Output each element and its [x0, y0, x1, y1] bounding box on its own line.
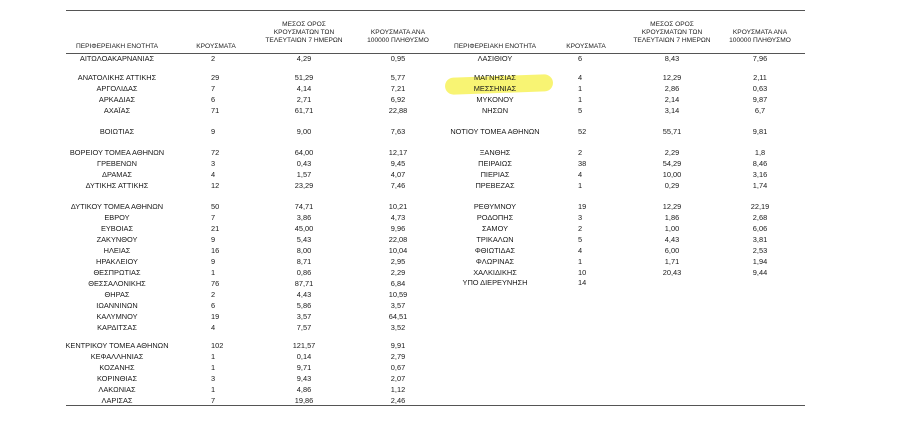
left-row-name-cell: ΗΡΑΚΛΕΙΟΥ: [96, 257, 138, 266]
left-row-name-cell: ΑΡΓΟΛΙΔΑΣ: [96, 84, 138, 93]
left-row-cases-cell: 7: [211, 396, 216, 405]
left-row-cases-cell: 6: [211, 301, 216, 310]
right-row-name-cell: ΜΥΚΟΝΟΥ: [476, 95, 514, 104]
right-row-avg-cell: 2,29: [664, 148, 680, 157]
left-row-per-cell: 10,59: [388, 290, 408, 299]
left-row-name-cell: ΛΑΡΙΣΑΣ: [101, 396, 133, 405]
right-row-name-cell: ΜΑΓΝΗΣΙΑΣ: [474, 73, 516, 82]
header-region-right: ΠΕΡΙΦΕΡΕΙΑΚΗ ΕΝΟΤΗΤΑ: [453, 43, 537, 50]
left-row-avg-cell: 0,43: [296, 159, 312, 168]
left-row-cases-cell: 1: [211, 363, 216, 372]
left-row-avg-cell: 4,43: [296, 290, 312, 299]
right-row-name-cell: ΡΟΔΟΠΗΣ: [476, 213, 514, 222]
header-per-left: ΚΡΟΥΣΜΑΤΑ ΑΝΑ 100000 ΠΛΗΘΥΣΜΟ: [367, 29, 429, 44]
right-row-avg-cell: 12,29: [662, 73, 682, 82]
right-row-per-cell: 1,8: [754, 148, 766, 157]
left-row-name-cell: ΖΑΚΥΝΘΟΥ: [96, 235, 138, 244]
left-row-name-cell: ΛΑΚΩΝΙΑΣ: [98, 385, 136, 394]
left-row-cases-cell: 21: [211, 224, 220, 233]
right-row-name-cell: ΣΑΜΟΥ: [481, 224, 509, 233]
left-row-avg-cell: 0,86: [296, 268, 312, 277]
left-row-cases-cell: 2: [211, 290, 216, 299]
left-row-per-cell: 2,29: [390, 268, 406, 277]
left-row-name-cell: ΑΡΚΑΔΙΑΣ: [98, 95, 136, 104]
left-row-avg-cell: 45,00: [294, 224, 314, 233]
right-row-cases-cell: 52: [578, 127, 587, 136]
left-row-name-cell: ΙΩΑΝΝΙΝΩΝ: [96, 301, 138, 310]
right-row-name-cell: ΧΑΛΚΙΔΙΚΗΣ: [473, 268, 517, 277]
left-row-cases-cell: 9: [211, 235, 216, 244]
left-row-avg-cell: 3,57: [296, 312, 312, 321]
left-row-cases-cell: 4: [211, 323, 216, 332]
right-row-per-cell: 3,81: [752, 235, 768, 244]
left-row-avg-cell: 64,00: [294, 148, 314, 157]
right-row-cases-cell: 2: [578, 148, 583, 157]
left-row-name-cell: ΒΟΡΕΙΟΥ ΤΟΜΕΑ ΑΘΗΝΩΝ: [69, 148, 165, 157]
right-row-cases-cell: 2: [578, 224, 583, 233]
right-row-cases-cell: 5: [578, 235, 583, 244]
left-row-per-cell: 7,46: [390, 181, 406, 190]
right-row-cases-cell: 38: [578, 159, 587, 168]
left-row-per-cell: 2,46: [390, 396, 406, 405]
left-row-cases-cell: 1: [211, 268, 216, 277]
left-row-per-cell: 3,57: [390, 301, 406, 310]
left-row-cases-cell: 7: [211, 213, 216, 222]
left-row-name-cell: ΒΟΙΩΤΙΑΣ: [99, 127, 135, 136]
right-row-name-cell: ΥΠΟ ΔΙΕΡΕΥΝΗΣΗ: [462, 278, 528, 287]
left-row-name-cell: ΚΑΡΔΙΤΣΑΣ: [97, 323, 137, 332]
left-row-per-cell: 64,51: [388, 312, 408, 321]
left-row-avg-cell: 9,71: [296, 363, 312, 372]
right-row-cases-cell: 19: [578, 202, 587, 211]
right-row-name-cell: ΦΘΙΩΤΙΔΑΣ: [474, 246, 516, 255]
left-row-per-cell: 6,84: [390, 279, 406, 288]
left-row-name-cell: ΚΑΛΥΜΝΟΥ: [96, 312, 138, 321]
left-row-per-cell: 2,79: [390, 352, 406, 361]
header-cases-left: ΚΡΟΥΣΜΑΤΑ: [196, 43, 236, 50]
right-row-per-cell: 7,96: [752, 54, 768, 63]
left-row-per-cell: 22,08: [388, 235, 408, 244]
left-row-cases-cell: 1: [211, 385, 216, 394]
left-row-avg-cell: 7,57: [296, 323, 312, 332]
right-row-per-cell: 0,63: [752, 84, 768, 93]
left-row-avg-cell: 3,86: [296, 213, 312, 222]
right-row-name-cell: ΠΡΕΒΕΖΑΣ: [475, 181, 515, 190]
left-row-cases-cell: 9: [211, 127, 216, 136]
right-row-avg-cell: 20,43: [662, 268, 682, 277]
right-row-name-cell: ΤΡΙΚΑΛΩΝ: [476, 235, 514, 244]
left-row-cases-cell: 72: [211, 148, 220, 157]
right-row-name-cell: ΡΕΘΥΜΝΟΥ: [473, 202, 517, 211]
left-row-avg-cell: 8,00: [296, 246, 312, 255]
left-row-cases-cell: 102: [211, 341, 224, 350]
left-row-cases-cell: 3: [211, 374, 216, 383]
right-row-per-cell: 2,53: [752, 246, 768, 255]
right-row-cases-cell: 1: [578, 95, 583, 104]
left-row-cases-cell: 3: [211, 159, 216, 168]
right-row-avg-cell: 1,86: [664, 213, 680, 222]
right-row-per-cell: 9,44: [752, 268, 768, 277]
right-row-avg-cell: 6,00: [664, 246, 680, 255]
left-row-avg-cell: 0,14: [296, 352, 312, 361]
top-rule: [66, 10, 805, 11]
left-row-avg-cell: 4,29: [296, 54, 312, 63]
left-row-avg-cell: 4,86: [296, 385, 312, 394]
left-row-avg-cell: 121,57: [292, 341, 316, 350]
left-row-avg-cell: 23,29: [294, 181, 314, 190]
right-row-name-cell: ΦΛΩΡΙΝΑΣ: [475, 257, 515, 266]
left-row-per-cell: 10,21: [388, 202, 408, 211]
right-row-cases-cell: 10: [578, 268, 587, 277]
left-row-cases-cell: 19: [211, 312, 220, 321]
right-row-per-cell: 1,74: [752, 181, 768, 190]
right-row-avg-cell: 54,29: [662, 159, 682, 168]
left-row-avg-cell: 1,57: [296, 170, 312, 179]
left-row-per-cell: 6,92: [390, 95, 406, 104]
left-row-name-cell: ΕΥΒΟΙΑΣ: [100, 224, 134, 233]
left-row-cases-cell: 7: [211, 84, 216, 93]
right-row-per-cell: 6,7: [754, 106, 766, 115]
left-row-per-cell: 4,07: [390, 170, 406, 179]
left-row-name-cell: ΘΕΣΣΑΛΟΝΙΚΗΣ: [88, 279, 146, 288]
left-row-avg-cell: 87,71: [294, 279, 314, 288]
right-row-avg-cell: 0,29: [664, 181, 680, 190]
right-row-cases-cell: 4: [578, 73, 583, 82]
left-row-cases-cell: 12: [211, 181, 220, 190]
right-row-avg-cell: 12,29: [662, 202, 682, 211]
right-row-per-cell: 2,11: [753, 73, 767, 82]
right-row-per-cell: 1,94: [752, 257, 768, 266]
header-avg-left: ΜΕΣΟΣ ΟΡΟΣ ΚΡΟΥΣΜΑΤΩΝ ΤΩΝ ΤΕΛΕΥΤΑΙΩΝ 7 ΗΜΕΡΩΝ: [265, 21, 343, 44]
left-row-name-cell: ΑΙΤΩΛΟΑΚΑΡΝΑΝΙΑΣ: [79, 54, 155, 63]
right-row-cases-cell: 4: [578, 246, 583, 255]
left-row-avg-cell: 4,14: [296, 84, 312, 93]
right-row-avg-cell: 1,00: [664, 224, 680, 233]
left-row-per-cell: 7,63: [390, 127, 406, 136]
left-row-per-cell: 4,73: [390, 213, 406, 222]
right-row-avg-cell: 2,14: [664, 95, 680, 104]
right-row-name-cell: ΞΑΝΘΗΣ: [479, 148, 511, 157]
right-row-per-cell: 3,16: [752, 170, 768, 179]
right-row-cases-cell: 3: [578, 213, 583, 222]
left-row-name-cell: ΑΧΑΪΑΣ: [103, 106, 131, 115]
left-row-cases-cell: 50: [211, 202, 220, 211]
left-row-cases-cell: 6: [211, 95, 216, 104]
right-row-avg-cell: 4,43: [664, 235, 680, 244]
right-row-avg-cell: 10,00: [662, 170, 682, 179]
left-row-name-cell: ΔΥΤΙΚΟΥ ΤΟΜΕΑ ΑΘΗΝΩΝ: [70, 202, 164, 211]
left-row-per-cell: 9,45: [390, 159, 406, 168]
right-row-name-cell: ΠΕΙΡΑΙΩΣ: [478, 159, 512, 168]
left-row-per-cell: 7,21: [390, 84, 406, 93]
left-row-per-cell: 0,67: [390, 363, 406, 372]
left-row-name-cell: ΕΒΡΟΥ: [104, 213, 130, 222]
left-row-per-cell: 2,07: [390, 374, 406, 383]
right-row-avg-cell: 3,14: [664, 106, 680, 115]
right-row-name-cell: ΝΟΤΙΟΥ ΤΟΜΕΑ ΑΘΗΝΩΝ: [450, 127, 540, 136]
left-row-avg-cell: 9,00: [296, 127, 312, 136]
left-row-name-cell: ΑΝΑΤΟΛΙΚΗΣ ΑΤΤΙΚΗΣ: [77, 73, 157, 82]
left-row-name-cell: ΘΗΡΑΣ: [104, 290, 130, 299]
left-row-avg-cell: 61,71: [294, 106, 314, 115]
left-row-per-cell: 3,52: [390, 323, 406, 332]
left-row-name-cell: ΚΕΝΤΡΙΚΟΥ ΤΟΜΕΑ ΑΘΗΝΩΝ: [65, 341, 169, 350]
left-row-avg-cell: 9,43: [296, 374, 312, 383]
left-row-name-cell: ΚΟΡΙΝΘΙΑΣ: [96, 374, 138, 383]
right-row-avg-cell: 2,86: [664, 84, 680, 93]
left-row-per-cell: 9,96: [390, 224, 406, 233]
left-row-name-cell: ΔΥΤΙΚΗΣ ΑΤΤΙΚΗΣ: [85, 181, 149, 190]
left-row-avg-cell: 5,86: [296, 301, 312, 310]
right-row-cases-cell: 1: [578, 84, 583, 93]
right-row-avg-cell: 55,71: [662, 127, 682, 136]
left-row-cases-cell: 9: [211, 257, 216, 266]
left-row-per-cell: 10,04: [388, 246, 408, 255]
right-row-cases-cell: 14: [578, 278, 587, 287]
right-row-cases-cell: 5: [578, 106, 583, 115]
right-row-cases-cell: 1: [578, 257, 583, 266]
left-row-per-cell: 9,91: [390, 341, 406, 350]
left-row-per-cell: 2,95: [390, 257, 406, 266]
left-row-avg-cell: 74,71: [294, 202, 314, 211]
bottom-rule: [66, 405, 805, 406]
left-row-per-cell: 5,77: [390, 73, 406, 82]
right-row-per-cell: 6,06: [752, 224, 768, 233]
left-row-name-cell: ΘΕΣΠΡΩΤΙΑΣ: [93, 268, 141, 277]
left-row-cases-cell: 76: [211, 279, 220, 288]
left-row-per-cell: 1,12: [390, 385, 406, 394]
left-row-per-cell: 12,17: [388, 148, 408, 157]
left-row-cases-cell: 1: [211, 352, 216, 361]
left-row-cases-cell: 4: [211, 170, 216, 179]
left-row-avg-cell: 8,71: [296, 257, 312, 266]
right-row-per-cell: 22,19: [750, 202, 770, 211]
right-row-avg-cell: 1,71: [664, 257, 680, 266]
left-row-cases-cell: 16: [211, 246, 220, 255]
right-row-per-cell: 2,68: [752, 213, 768, 222]
left-row-cases-cell: 71: [211, 106, 220, 115]
right-row-avg-cell: 8,43: [664, 54, 680, 63]
header-region-left: ΠΕΡΙΦΕΡΕΙΑΚΗ ΕΝΟΤΗΤΑ: [75, 43, 159, 50]
left-row-avg-cell: 51,29: [294, 73, 314, 82]
left-row-avg-cell: 5,43: [296, 235, 312, 244]
right-row-name-cell: ΛΑΣΙΘΙΟΥ: [477, 54, 513, 63]
left-row-name-cell: ΗΛΕΙΑΣ: [103, 246, 131, 255]
left-row-per-cell: 0,95: [390, 54, 406, 63]
left-row-name-cell: ΔΡΑΜΑΣ: [102, 170, 132, 179]
left-row-name-cell: ΚΟΖΑΝΗΣ: [99, 363, 135, 372]
left-row-cases-cell: 29: [211, 73, 220, 82]
right-row-name-cell: ΝΗΣΩΝ: [481, 106, 509, 115]
left-row-cases-cell: 2: [211, 54, 216, 63]
right-row-cases-cell: 4: [578, 170, 583, 179]
left-row-avg-cell: 19,86: [294, 396, 314, 405]
left-row-name-cell: ΚΕΦΑΛΛΗΝΙΑΣ: [90, 352, 144, 361]
header-per-right: ΚΡΟΥΣΜΑΤΑ ΑΝΑ 100000 ΠΛΗΘΥΣΜΟ: [729, 29, 791, 44]
right-row-per-cell: 9,81: [752, 127, 768, 136]
right-row-per-cell: 8,46: [752, 159, 768, 168]
right-row-cases-cell: 1: [578, 181, 583, 190]
header-cases-right: ΚΡΟΥΣΜΑΤΑ: [566, 43, 606, 50]
right-row-per-cell: 9,87: [752, 95, 768, 104]
right-row-name-cell: ΜΕΣΣΗΝΙΑΣ: [473, 84, 517, 93]
header-avg-right: ΜΕΣΟΣ ΟΡΟΣ ΚΡΟΥΣΜΑΤΩΝ ΤΩΝ ΤΕΛΕΥΤΑΙΩΝ 7 ΗΜΕΡΩΝ: [633, 21, 711, 44]
left-row-name-cell: ΓΡΕΒΕΝΩΝ: [97, 159, 137, 168]
left-row-per-cell: 22,88: [388, 106, 408, 115]
right-row-name-cell: ΠΙΕΡΙΑΣ: [480, 170, 510, 179]
left-row-avg-cell: 2,71: [296, 95, 312, 104]
right-row-cases-cell: 6: [578, 54, 583, 63]
